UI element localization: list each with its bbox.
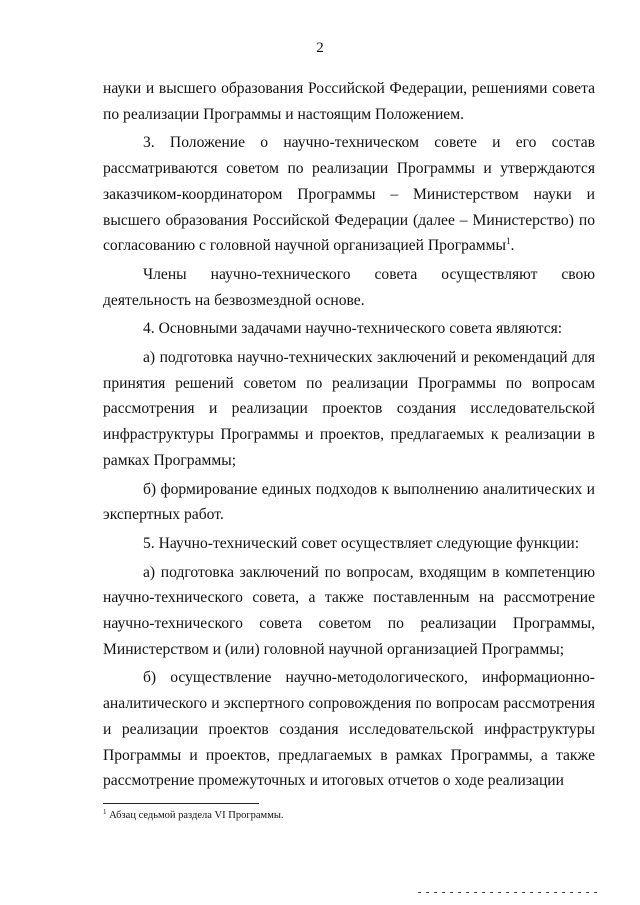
footnote-separator [103,803,259,804]
paragraph-clause-5: 5. Научно-технический совет осуществляет следующие функции: [143,534,580,552]
paragraph-continuation: науки и высшего образования Российской Федерации, решениями совета по реализации Программы и настоящим Положением. [103,80,595,123]
paragraph-clause-4: 4. Основными задачами научно-технического совета являются: [143,320,563,338]
footnote [103,809,595,823]
paragraph-task-a: а) подготовка научно-технических заключений и рекомендаций для принятия решений советом по реализации Программы по вопросам рассмотрения и реализации проектов создания исследовательской инфраструктуры Программы и проектов, предлагаемых к реализации в рамках Программы; [103,349,595,469]
paragraph-function-b: б) осуществление научно-методологического, информационно-аналитического и экспертного сопровождения по вопросам рассмотрения и реализации проектов создания исследовательской инфраструктуры Программы и проектов, предлагаемых в рамках Программы, а также рассмотрение промежуточных и итоговых отчетов о ходе реализации [103,669,595,790]
footnote-reference-tail: . [510,237,515,255]
footnote-marker: 1 [103,808,107,816]
paragraph-task-b: б) формирование единых подходов к выполнению аналитических и экспертных работ. [103,480,595,524]
scan-artifact-line [418,892,598,893]
page-number: 2 [316,40,324,56]
paragraph-function-a: а) подготовка заключений по вопросам, входящим в компетенцию научно-технического совета, а также поставленным на рассмотрение научно-технического совета советом по реализации Программы, Министерством и (или) головной научной организацией Программы; [103,563,595,658]
footnote-text: Абзац седьмой раздела VI Программы. [109,810,284,821]
paragraph-clause-3-text: 3. Положение о научно-техническом совете и его состав рассматриваются советом по реализации Программы и утверждаются заказчиком-координатором Программы – Министерством науки и высшего образования Российской Федерации (далее – Министерство) по согласованию с головной научной организацией Программы [103,134,595,255]
footnote-reference: 1 [506,236,511,247]
paragraph-clause-3 [103,130,595,259]
document-body [103,76,595,794]
paragraph-members: Члены научно-технического совета осуществляют свою деятельность на безвозмездной основе. [103,265,595,309]
